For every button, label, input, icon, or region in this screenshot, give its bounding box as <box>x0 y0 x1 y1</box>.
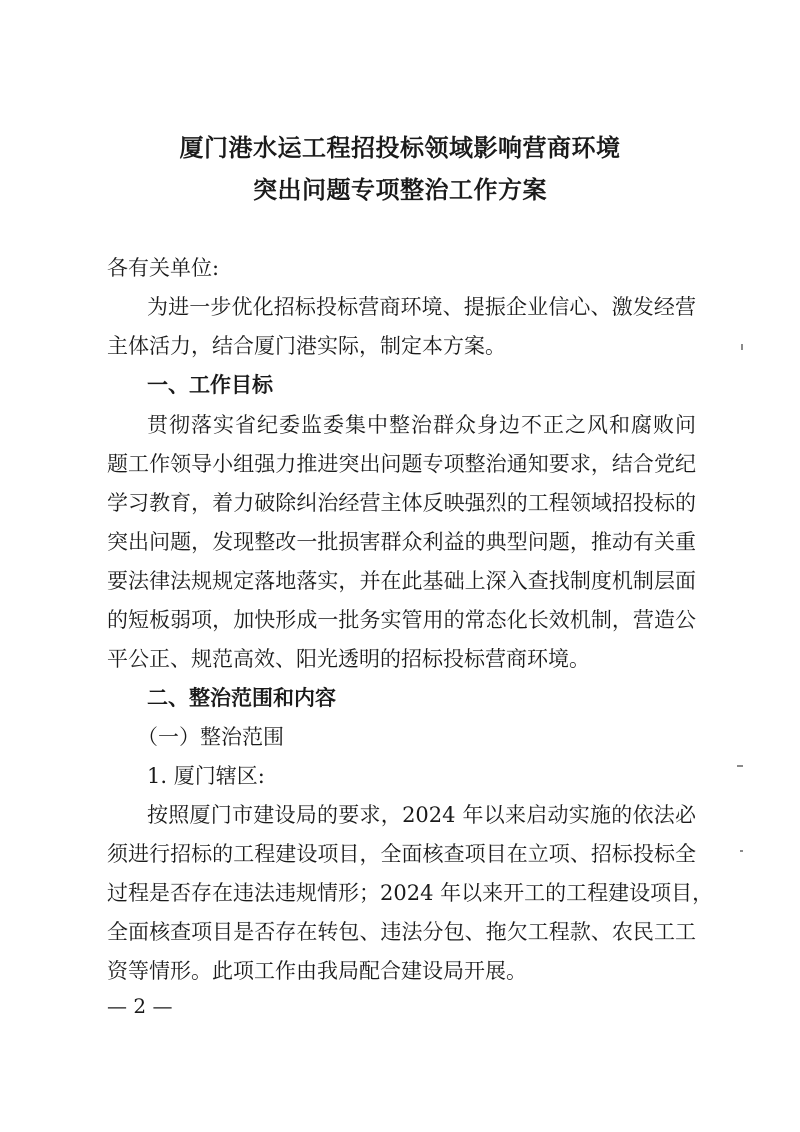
intro-line: 为进一步优化招标投标营商环境、提振企业信心、激发经营 <box>147 295 696 319</box>
paragraph-line: 贯彻落实省纪委监委集中整治群众身边不正之风和腐败问 <box>147 413 696 437</box>
paragraph-line: 资等情形。此项工作由我局配合建设局开展。 <box>107 959 527 983</box>
section-heading-goals: 一、工作目标 <box>147 373 273 397</box>
document-title-line-1: 厦门港水运工程招投标领域影响营商环境 <box>179 133 621 162</box>
paragraph-line: 学习教育，着力破除纠治经营主体反映强烈的工程领域招投标的 <box>107 491 696 515</box>
paragraph-line: 过程是否存在违法违规情形；2024 年以来开工的工程建设项目， <box>107 881 714 905</box>
subsection-heading: （一）整治范围 <box>137 725 284 749</box>
paragraph-line: 平公正、规范高效、阳光透明的招标投标营商环境。 <box>107 647 590 671</box>
paragraph-line: 题工作领导小组强力推进突出问题专项整治通知要求，结合党纪 <box>107 452 696 476</box>
paragraph-line: 的短板弱项，加快形成一批务实管用的常态化长效机制，营造公 <box>107 608 696 632</box>
paragraph-line: 突出问题，发现整改一批损害群众利益的典型问题，推动有关重 <box>107 530 696 554</box>
page-number: — 2 — <box>107 994 173 1018</box>
scan-speck <box>740 850 743 852</box>
intro-line: 主体活力，结合厦门港实际，制定本方案。 <box>107 334 506 358</box>
salutation: 各有关单位: <box>107 256 220 280</box>
paragraph-line: 全面核查项目是否存在转包、违法分包、拖欠工程款、农民工工 <box>107 920 696 944</box>
paragraph-line: 须进行招标的工程建设项目，全面核查项目在立项、招标投标全 <box>107 842 696 866</box>
scan-speck <box>741 344 743 350</box>
scan-speck <box>737 765 743 767</box>
document-title-line-2: 突出问题专项整治工作方案 <box>253 175 547 204</box>
paragraph-line: 按照厦门市建设局的要求，2024 年以来启动实施的依法必 <box>147 803 696 827</box>
paragraph-line: 要法律法规规定落地落实，并在此基础上深入查找制度机制层面 <box>107 569 696 593</box>
section-heading-scope: 二、整治范围和内容 <box>147 686 336 710</box>
item-heading: 1. 厦门辖区: <box>147 764 265 788</box>
